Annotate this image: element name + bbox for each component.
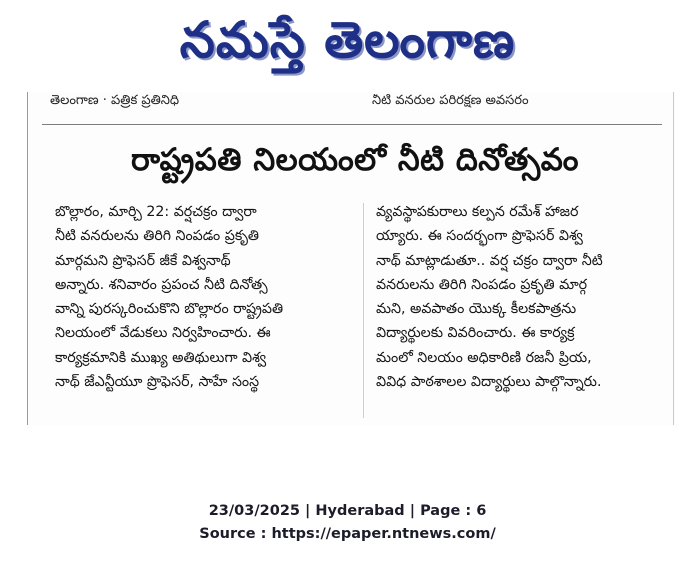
article-line: వ్యవస్థాపకురాలు కల్పన రమేశ్ హాజర xyxy=(376,204,579,220)
article-line: మంలో నిలయం అధికారిణి రజనీ ప్రియ, xyxy=(376,349,592,366)
article-line: య్యారు. ఈ సందర్భంగా ప్రొఫెసర్ విశ్వ xyxy=(376,228,583,245)
footer-source-line: Source : https://epaper.ntnews.com/ xyxy=(199,526,496,542)
article-column-right xyxy=(376,200,666,394)
article-line: కార్యక్రమానికి ముఖ్య అతిథులుగా విశ్వ xyxy=(55,349,267,366)
masthead xyxy=(0,0,695,92)
article-line: నీటి వనరులను తిరిగి నింపడం ప్రకృతి xyxy=(55,228,260,245)
article-line: మార్గమని ప్రొఫెసర్ జీకే విశ్వనాథ్ xyxy=(55,252,231,269)
article-line: వనరులను తిరిగి నింపడం ప్రకృతి మార్గ xyxy=(376,276,588,293)
cut-text-fragment-right: నీటి వనరుల పరిరక్షణ అవసరం xyxy=(372,94,529,108)
footer-date-line: 23/03/2025 | Hyderabad | Page : 6 xyxy=(208,503,487,519)
article-line: మని, అవపాతం యొక్క కీలకపాత్రను xyxy=(376,301,577,318)
article-headline xyxy=(40,132,670,194)
clipping-right-edge xyxy=(673,92,674,425)
article-line: వాన్ని పురస్కరించుకొని బొల్లారం రాష్ట్రపతి xyxy=(55,301,284,318)
clipping-left-edge xyxy=(27,92,28,425)
article-line: బొల్లారం, మార్చి 22: వర్షచక్రం ద్వారా xyxy=(55,204,257,220)
article-line: నిలయంలో వేడుకలు నిర్వహించారు. ఈ xyxy=(55,325,271,342)
article-line: నాథ్ మాట్లాడుతూ.. వర్ష చక్రం ద్వారా నీటి xyxy=(376,252,603,269)
cut-text-fragment-left: తెలంగాణ · పత్రిక ప్రతినిధి xyxy=(50,94,180,108)
article-line: నాథ్ జేఎన్టీయూ ప్రొఫెసర్, సాహే సంస్థ xyxy=(55,374,260,391)
masthead-logo: నమస్తే తెలంగాణ xyxy=(179,10,516,69)
article-column-left xyxy=(55,200,348,394)
headline-rule xyxy=(42,124,662,125)
article-line: అన్నారు. శనివారం ప్రపంచ నీటి దినోత్స xyxy=(55,276,268,293)
column-divider xyxy=(363,203,364,418)
article-line: వివిధ పాఠశాలల విద్యార్థులు పాల్గొన్నారు. xyxy=(376,374,602,391)
headline-text: రాష్ట్రపతి నిలయంలో నీటి దినోత్సవం xyxy=(131,141,579,178)
article-line: విద్యార్థులకు వివరించారు. ఈ కార్యక్ర xyxy=(376,325,575,342)
